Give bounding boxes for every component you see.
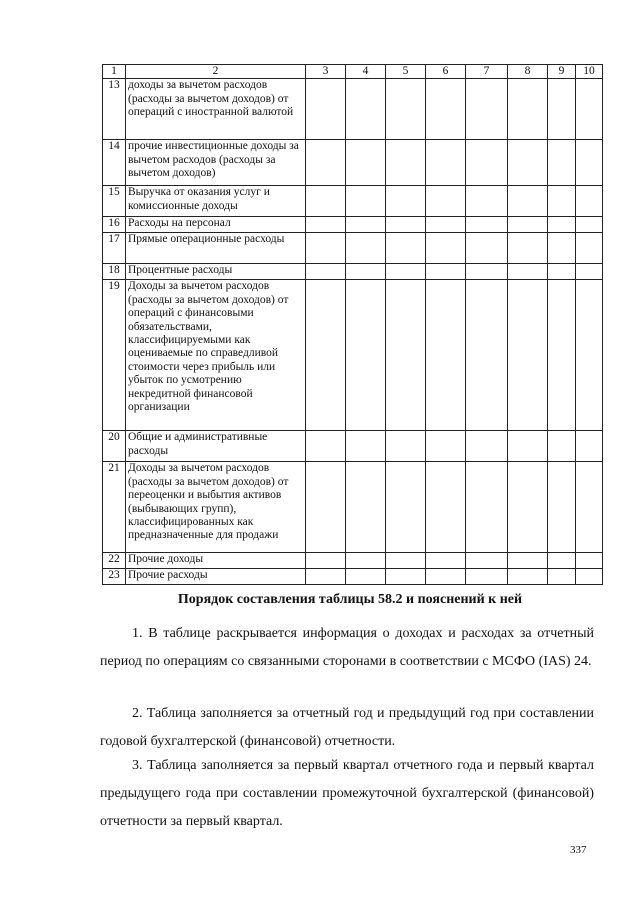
table-body (103, 65, 603, 585)
empty-value-cell (346, 79, 386, 140)
related-party-income-table (102, 64, 603, 585)
empty-value-cell (346, 280, 386, 431)
empty-value-cell (576, 462, 603, 553)
row-number-cell: 14 (103, 140, 126, 186)
empty-value-cell (576, 569, 603, 585)
empty-value-cell (346, 217, 386, 233)
header-cell: 5 (386, 65, 426, 79)
empty-value-cell (386, 569, 426, 585)
empty-value-cell (386, 280, 426, 431)
empty-value-cell (548, 217, 576, 233)
empty-value-cell (576, 79, 603, 140)
empty-value-cell (576, 264, 603, 280)
empty-value-cell (576, 186, 603, 217)
table-row (103, 553, 603, 569)
empty-value-cell (306, 569, 346, 585)
empty-value-cell (508, 553, 548, 569)
empty-value-cell (508, 569, 548, 585)
empty-value-cell (386, 140, 426, 186)
empty-value-cell (386, 217, 426, 233)
paragraph-2 (100, 700, 594, 756)
empty-value-cell (346, 462, 386, 553)
empty-value-cell (386, 186, 426, 217)
header-cell: 8 (508, 65, 548, 79)
paragraph-3 (100, 752, 594, 836)
empty-value-cell (548, 186, 576, 217)
empty-value-cell (466, 140, 508, 186)
header-cell: 6 (426, 65, 466, 79)
header-cell: 9 (548, 65, 576, 79)
empty-value-cell (426, 140, 466, 186)
row-number-cell: 13 (103, 79, 126, 140)
table-row (103, 431, 603, 462)
empty-value-cell (466, 553, 508, 569)
empty-value-cell (548, 79, 576, 140)
empty-value-cell (306, 140, 346, 186)
empty-value-cell (508, 186, 548, 217)
empty-value-cell (426, 217, 466, 233)
empty-value-cell (306, 280, 346, 431)
empty-value-cell (386, 431, 426, 462)
empty-value-cell (386, 79, 426, 140)
empty-value-cell (548, 569, 576, 585)
header-cell: 1 (103, 65, 126, 79)
empty-value-cell (386, 553, 426, 569)
row-description-cell: Общие и административные расходы (126, 431, 306, 462)
row-description-cell: Прямые операционные расходы (126, 233, 306, 264)
empty-value-cell (306, 431, 346, 462)
empty-value-cell (508, 462, 548, 553)
paragraph-2-text: 2. Таблица заполняется за отчетный год и предыдущий год при составлении годовой бухгалтерской (финансовой) отчетности. (100, 706, 594, 749)
row-description-cell: Доходы за вычетом расходов (расходы за вычетом доходов) от переоценки и выбытия активов (выбывающих групп), классифицированных как предназначенные для продажи (126, 462, 306, 553)
empty-value-cell (548, 431, 576, 462)
empty-value-cell (508, 431, 548, 462)
table-row (103, 462, 603, 553)
row-description-cell: Выручка от оказания услуг и комиссионные доходы (126, 186, 306, 217)
row-number-cell: 15 (103, 186, 126, 217)
empty-value-cell (576, 217, 603, 233)
empty-value-cell (346, 431, 386, 462)
empty-value-cell (426, 462, 466, 553)
row-number-cell: 18 (103, 264, 126, 280)
table-row (103, 186, 603, 217)
empty-value-cell (386, 462, 426, 553)
row-description-cell: Расходы на персонал (126, 217, 306, 233)
paragraph-1-text: 1. В таблице раскрывается информация о доходах и расходах за отчетный период по операциям со связанными сторонами в соответствии с МСФО (IAS) 24. (100, 626, 594, 669)
row-number-cell: 16 (103, 217, 126, 233)
row-number-cell: 23 (103, 569, 126, 585)
table-row (103, 217, 603, 233)
empty-value-cell (548, 140, 576, 186)
empty-value-cell (576, 140, 603, 186)
row-description-cell: Процентные расходы (126, 264, 306, 280)
page-number: 337 (570, 844, 587, 856)
row-number-cell: 20 (103, 431, 126, 462)
empty-value-cell (426, 264, 466, 280)
empty-value-cell (386, 233, 426, 264)
paragraph-1 (100, 620, 594, 676)
header-cell: 10 (576, 65, 603, 79)
empty-value-cell (508, 280, 548, 431)
empty-value-cell (346, 569, 386, 585)
empty-value-cell (576, 233, 603, 264)
empty-value-cell (548, 280, 576, 431)
empty-value-cell (576, 280, 603, 431)
header-cell: 4 (346, 65, 386, 79)
empty-value-cell (346, 264, 386, 280)
header-cell: 7 (466, 65, 508, 79)
empty-value-cell (306, 553, 346, 569)
paragraph-3-text: 3. Таблица заполняется за первый квартал отчетного года и первый квартал предыдущего года при составлении промежуточной бухгалтерской (финансовой) отчетности за первый квартал. (100, 758, 594, 829)
empty-value-cell (386, 264, 426, 280)
empty-value-cell (508, 217, 548, 233)
empty-value-cell (466, 569, 508, 585)
empty-value-cell (548, 553, 576, 569)
empty-value-cell (466, 431, 508, 462)
table-row (103, 140, 603, 186)
empty-value-cell (346, 233, 386, 264)
table-row (103, 569, 603, 585)
empty-value-cell (466, 280, 508, 431)
table-header-row (103, 65, 603, 79)
empty-value-cell (426, 280, 466, 431)
empty-value-cell (306, 462, 346, 553)
empty-value-cell (426, 186, 466, 217)
empty-value-cell (548, 233, 576, 264)
empty-value-cell (508, 233, 548, 264)
empty-value-cell (346, 140, 386, 186)
empty-value-cell (576, 553, 603, 569)
row-description-cell: прочие инвестиционные доходы за вычетом расходов (расходы за вычетом доходов) (126, 140, 306, 186)
row-number-cell: 17 (103, 233, 126, 264)
row-description-cell: Прочие доходы (126, 553, 306, 569)
empty-value-cell (466, 186, 508, 217)
row-number-cell: 22 (103, 553, 126, 569)
header-cell: 3 (306, 65, 346, 79)
empty-value-cell (576, 431, 603, 462)
empty-value-cell (508, 79, 548, 140)
empty-value-cell (306, 233, 346, 264)
empty-value-cell (508, 140, 548, 186)
empty-value-cell (306, 79, 346, 140)
empty-value-cell (466, 264, 508, 280)
row-description-cell: Прочие расходы (126, 569, 306, 585)
header-cell: 2 (126, 65, 306, 79)
empty-value-cell (426, 553, 466, 569)
empty-value-cell (466, 79, 508, 140)
empty-value-cell (426, 569, 466, 585)
empty-value-cell (466, 462, 508, 553)
empty-value-cell (306, 217, 346, 233)
empty-value-cell (508, 264, 548, 280)
table-row (103, 264, 603, 280)
row-number-cell: 21 (103, 462, 126, 553)
empty-value-cell (466, 217, 508, 233)
table-row (103, 79, 603, 140)
empty-value-cell (306, 264, 346, 280)
empty-value-cell (548, 264, 576, 280)
row-number-cell: 19 (103, 280, 126, 431)
empty-value-cell (466, 233, 508, 264)
row-description-cell: Доходы за вычетом расходов (расходы за вычетом доходов) от операций с финансовыми обязательствами, классифицируемыми как оцениваемые по справедливой стоимости через прибыль или убыток по усмотрению некредитной финансовой организации (126, 280, 306, 431)
empty-value-cell (346, 553, 386, 569)
empty-value-cell (426, 233, 466, 264)
empty-value-cell (548, 462, 576, 553)
section-title: Порядок составления таблицы 58.2 и пояснений к ней (177, 592, 523, 607)
empty-value-cell (306, 186, 346, 217)
empty-value-cell (346, 186, 386, 217)
row-description-cell: доходы за вычетом расходов (расходы за вычетом доходов) от операций с иностранной валютой (126, 79, 306, 140)
table-row (103, 280, 603, 431)
table-row (103, 233, 603, 264)
empty-value-cell (426, 79, 466, 140)
empty-value-cell (426, 431, 466, 462)
